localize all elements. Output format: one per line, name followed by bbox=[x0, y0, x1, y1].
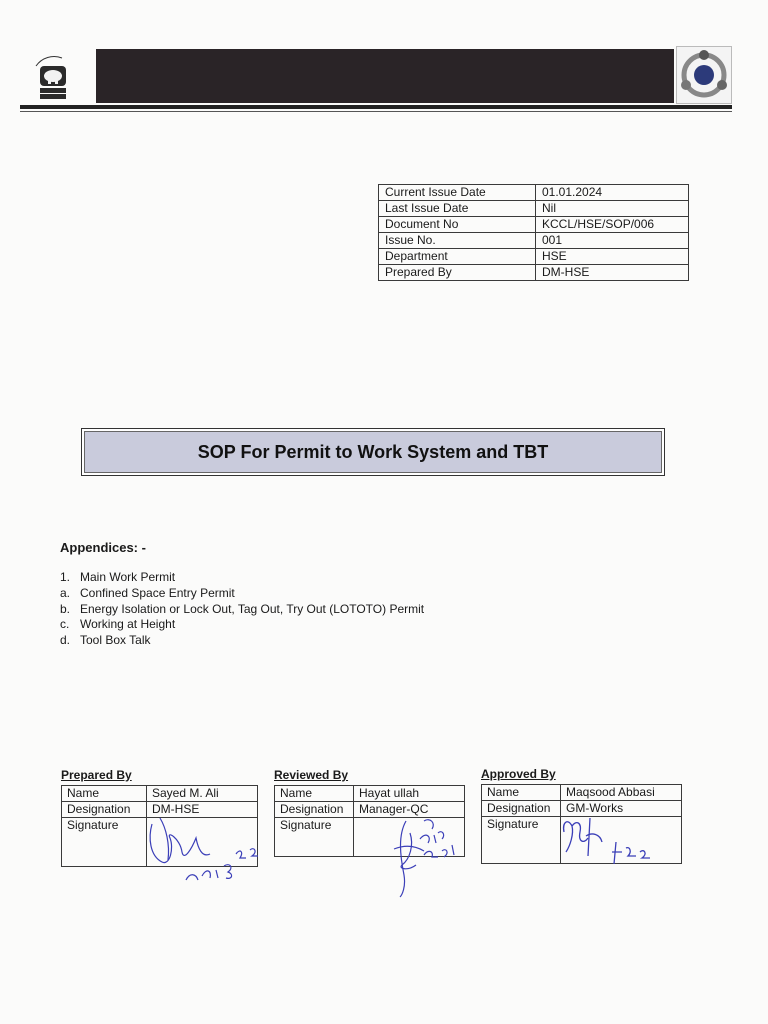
info-value: KCCL/HSE/SOP/006 bbox=[536, 217, 689, 233]
list-item bbox=[60, 617, 424, 633]
list-item bbox=[60, 602, 424, 618]
reviewed-designation: Manager-QC bbox=[354, 802, 465, 818]
info-value: DM-HSE bbox=[536, 265, 689, 281]
prepared-name: Sayed M. Ali bbox=[147, 786, 258, 802]
list-item bbox=[60, 633, 424, 649]
reviewed-name: Hayat ullah bbox=[354, 786, 465, 802]
document-info-table bbox=[378, 184, 689, 281]
info-key: Last Issue Date bbox=[379, 201, 536, 217]
document-title-box bbox=[81, 428, 665, 476]
info-value: HSE bbox=[536, 249, 689, 265]
signature-label: Signature bbox=[275, 818, 354, 857]
list-marker: d. bbox=[60, 633, 71, 648]
signature-label: Signature bbox=[62, 818, 147, 867]
approved-designation: GM-Works bbox=[561, 801, 682, 817]
kohat-cement-logo bbox=[22, 52, 94, 102]
name-label: Name bbox=[482, 785, 561, 801]
info-key: Prepared By bbox=[379, 265, 536, 281]
signature-label: Signature bbox=[482, 817, 561, 864]
appendices-heading: Appendices: - bbox=[60, 540, 146, 555]
info-row bbox=[379, 185, 689, 201]
designation-label: Designation bbox=[482, 801, 561, 817]
list-marker: b. bbox=[60, 601, 71, 616]
list-item bbox=[60, 586, 424, 602]
name-label: Name bbox=[62, 786, 147, 802]
name-label: Name bbox=[275, 786, 354, 802]
header-rule-thin bbox=[20, 111, 732, 112]
info-row bbox=[379, 217, 689, 233]
prepared-designation: DM-HSE bbox=[147, 802, 258, 818]
info-key: Current Issue Date bbox=[379, 185, 536, 201]
reviewed-by-caption: Reviewed By bbox=[274, 768, 349, 782]
list-marker: c. bbox=[60, 617, 70, 632]
list-text: Tool Box Talk bbox=[80, 633, 151, 648]
hse-logo bbox=[676, 46, 732, 104]
appendices-list bbox=[60, 570, 424, 649]
list-text: Working at Height bbox=[80, 617, 176, 632]
list-marker: 1. bbox=[60, 570, 71, 584]
designation-label: Designation bbox=[62, 802, 147, 818]
header-bar bbox=[96, 49, 674, 103]
approved-signature bbox=[556, 812, 656, 872]
info-key: Issue No. bbox=[379, 233, 536, 249]
info-value: 01.01.2024 bbox=[536, 185, 689, 201]
list-marker: a. bbox=[60, 585, 71, 600]
list-text: Energy Isolation or Lock Out, Tag Out, Try Out (LOTOTO) Permit bbox=[80, 601, 425, 616]
list-text: Confined Space Entry Permit bbox=[80, 585, 235, 600]
designation-label: Designation bbox=[275, 802, 354, 818]
prepared-by-caption: Prepared By bbox=[61, 768, 132, 782]
info-key: Department bbox=[379, 249, 536, 265]
list-item bbox=[60, 570, 424, 586]
info-row bbox=[379, 265, 689, 281]
info-value: Nil bbox=[536, 201, 689, 217]
info-key: Document No bbox=[379, 217, 536, 233]
document-title: SOP For Permit to Work System and TBT bbox=[197, 441, 549, 462]
info-value: 001 bbox=[536, 233, 689, 249]
header-rule bbox=[20, 105, 732, 109]
info-row bbox=[379, 249, 689, 265]
prepared-signature bbox=[140, 808, 270, 898]
approved-name: Maqsood Abbasi bbox=[561, 785, 682, 801]
approved-by-caption: Approved By bbox=[481, 767, 556, 781]
info-row bbox=[379, 201, 689, 217]
reviewed-signature bbox=[380, 815, 480, 900]
info-row bbox=[379, 233, 689, 249]
list-text: Main Work Permit bbox=[80, 570, 176, 584]
